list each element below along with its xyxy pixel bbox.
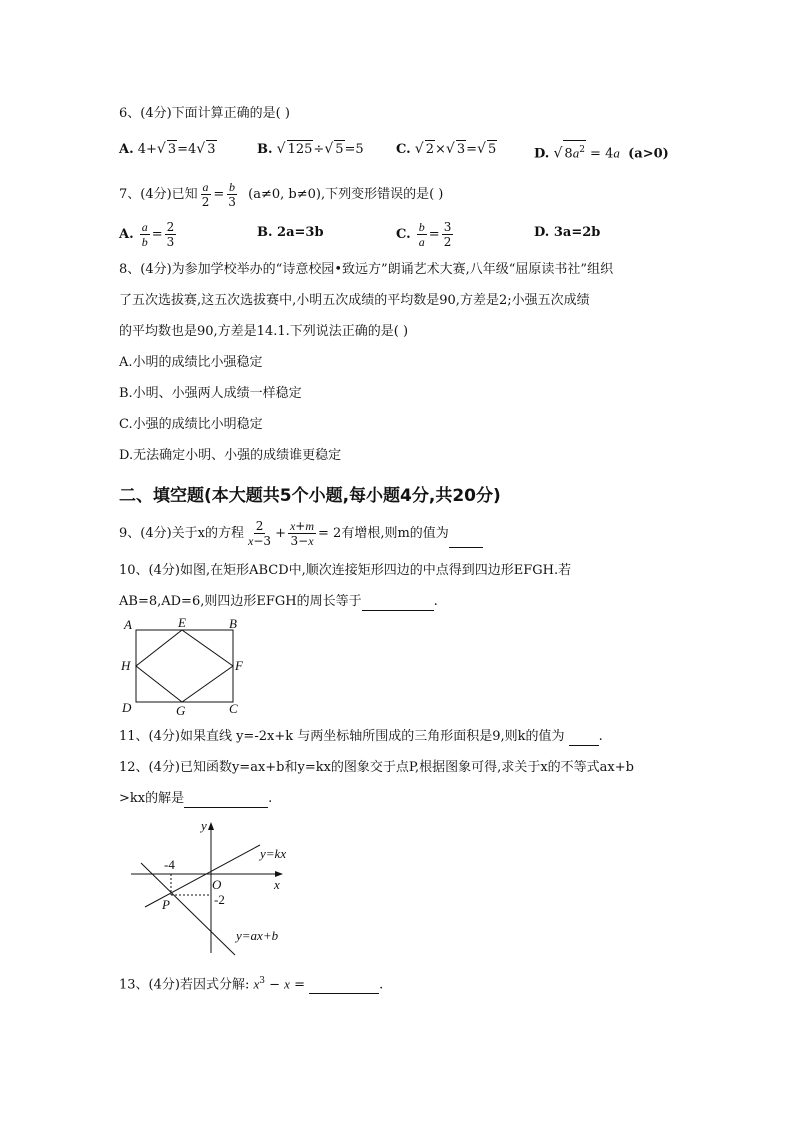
label-c: C [229, 701, 238, 716]
q8-line2: 了五次选拔赛,这五次选拔赛中,小明五次成绩的平均数是90,方差是2;小强五次成绩 [119, 293, 590, 308]
origin-label: O [212, 877, 222, 892]
label-b: B [229, 616, 237, 631]
q6-option-a: A. 4+√ 3=4√ 3 [119, 141, 216, 157]
q7-stem: 7、(4分)已知 $\frac{a}{2}$ = $\frac{b}{3}$ (a≠0, b≠0),下列变形错误的是( ) [119, 180, 444, 209]
q8-line1: 8、(4分)为参加学校举办的“诗意校园•致远方”朗诵艺术大赛,八年级“屈原读书社”组织 [119, 262, 614, 277]
label-h: H [121, 658, 131, 673]
point-p-label: P [162, 897, 170, 912]
x-axis-label: x [274, 877, 280, 892]
rectangle-abcd [136, 630, 233, 702]
line-kx-label: y=kx [260, 846, 287, 861]
q12-line2: >kx的解是 . [119, 791, 273, 806]
q7-option-c: C. $\frac{b}{a}$ = $\frac{3}{2}$ [396, 220, 452, 249]
q7-option-a: A. $\frac{a}{b}$ = $\frac{2}{3}$ [119, 220, 175, 249]
q6-option-d: D. √ $8a^2 = 4a$ (a>0) [534, 140, 669, 163]
rectangle-figure [115, 615, 250, 720]
q8-option-b: B.小明、小强两人成绩一样稳定 [119, 386, 302, 401]
quadrilateral-efgh [136, 630, 233, 702]
label-a: A [124, 617, 132, 632]
tick-x-label: -4 [164, 857, 175, 872]
q9-stem: 9、(4分)关于x的方程 $\frac{2}{x-3}$ + $\frac{x+m}{3-x}$ = 2有增根,则m的值为 [119, 519, 483, 548]
q6-option-b: B. √ 125÷√ 5=5 [257, 141, 364, 157]
q10-line1: 10、(4分)如图,在矩形ABCD中,顺次连接矩形四边的中点得到四边形EFGH.若 [119, 563, 572, 578]
q7-option-b: B. 2a=3b [257, 225, 324, 240]
q7-option-d: D. 3a=2b [534, 225, 601, 240]
q13-stem: 13、(4分)若因式分解: $x^3 - x$ = . [119, 976, 384, 993]
q10-line2: AB=8,AD=6,则四边形EFGH的周长等于 . [119, 594, 438, 609]
y-axis-arrow [208, 822, 214, 830]
label-g: G [176, 703, 186, 718]
line-axb-label: y=ax+b [236, 928, 279, 943]
section-title: 二、填空题(本大题共5个小题,每小题4分,共20分) [119, 486, 501, 506]
q8-option-a: A.小明的成绩比小强稳定 [119, 355, 263, 370]
q8-line3: 的平均数也是90,方差是14.1.下列说法正确的是( ) [119, 324, 409, 339]
q11-stem: 11、(4分)如果直线 y=-2x+k 与两坐标轴所围成的三角形面积是9,则k的值为 . [119, 729, 603, 744]
q6-option-c: C. √ 2×√ 3=√ 5 [396, 141, 497, 157]
q8-option-c: C.小强的成绩比小明稳定 [119, 417, 263, 432]
label-d: D [122, 700, 132, 715]
q8-option-d: D.无法确定小明、小强的成绩谁更稳定 [119, 448, 342, 463]
tick-y-label: -2 [214, 892, 225, 907]
y-axis-label: y [201, 818, 207, 833]
q6-stem: 6、(4分)下面计算正确的是( ) [119, 106, 290, 121]
q12-line1: 12、(4分)已知函数y=ax+b和y=kx的图象交于点P,根据图象可得,求关于x的不等式ax+b [119, 760, 634, 775]
label-e: E [178, 615, 186, 630]
label-f: F [235, 658, 243, 673]
function-graph [125, 818, 300, 958]
